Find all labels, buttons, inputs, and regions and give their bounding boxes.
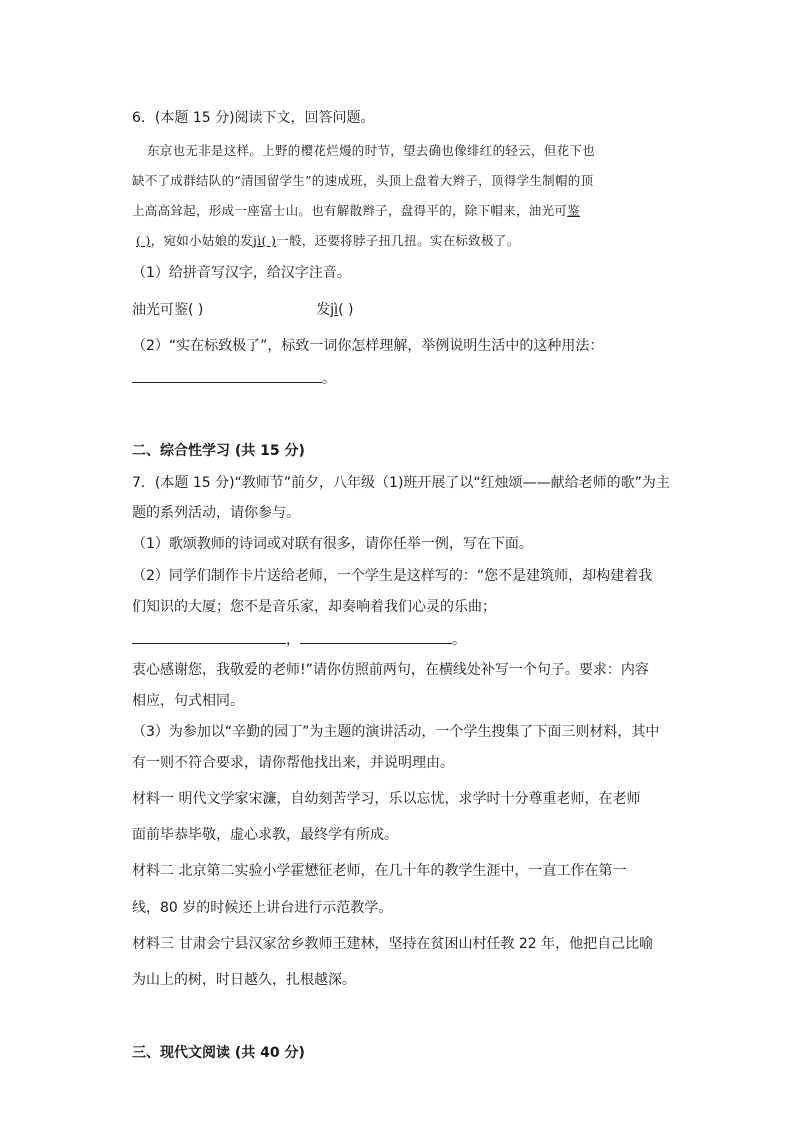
answer-ji-pinyin: jì — [330, 302, 339, 318]
answer-jian[interactable]: 油光可鉴( ) — [132, 302, 204, 318]
material-1-line-2: 面前毕恭毕敬，虚心求教，最终学有所成。 — [132, 827, 398, 843]
passage-line-2: 缺不了成群结队的“清国留学生”的速成班，头顶上盘着大辫子，顶得学生制帽的顶 — [132, 173, 594, 188]
q7-line-1: 7．(本题 15 分)“教师节”前夕，八年级（1)班开展了以“红烛颂——献给老师的歌”为主 — [132, 475, 670, 491]
q6-sub2-answer — [132, 368, 336, 389]
passage-line-3-text: 上高高耸起，形成一座富士山。也有解散辫子，盘得平的，除下帽来，油光可 — [132, 203, 568, 218]
blank-2[interactable] — [300, 629, 452, 644]
q7-sub2-blanks — [132, 629, 466, 650]
passage-line-3 — [132, 201, 580, 221]
answer-line[interactable] — [132, 368, 322, 383]
passage-line-1: 东京也无非是这样。上野的樱花烂熳的时节，望去确也像绯红的轻云，但花下也 — [147, 143, 596, 158]
material-2-line-1: 材料二 北京第二实验小学霍懋征老师，在几十年的教学生涯中，一直工作在第一 — [132, 863, 627, 879]
q7-sub3-line-2: 有一则不符合要求，请你帮他找出来，并说明理由。 — [132, 755, 454, 771]
q7-sub2-line-2: 们知识的大厦；您不是音乐家，却奏响着我们心灵的乐曲； — [132, 599, 496, 615]
jian-char: 鉴 — [567, 203, 581, 218]
q6-sub1: （1）给拼音写汉字，给汉字注音。 — [132, 265, 351, 281]
material-3-line-2: 为山上的树，时日越久，扎根越深。 — [132, 972, 356, 988]
q7-sub1: （1）歌颂教师的诗词或对联有很多，请你任举一例，写在下面。 — [132, 536, 533, 552]
q6-sub2: （2）“实在标致极了”，标致一词你怎样理解，举例说明生活中的这种用法： — [132, 338, 604, 354]
section-3-title: 三、现代文阅读 (共 40 分) — [132, 1045, 305, 1061]
passage-line-4-end: 一般，还要将脖子扭几扭。实在标致极了。 — [276, 233, 520, 248]
material-1-line-1: 材料一 明代文学家宋濂，自幼刻苦学习，乐以忘忧，求学时十分尊重老师，在老师 — [132, 791, 641, 807]
ji-pinyin: jì — [253, 233, 262, 248]
q7-sub3-line-1: （3）为参加以“辛勤的园丁”为主题的演讲活动，一个学生搜集了下面三则材料，其中 — [132, 724, 660, 740]
passage-line-4 — [136, 231, 519, 251]
section-2-title: 二、综合性学习 (共 15 分) — [132, 443, 305, 459]
q6-header: 6．(本题 15 分)阅读下文，回答问题。 — [132, 110, 375, 126]
material-3-line-1: 材料三 甘肃会宁县汉家岔乡教师王建林，坚持在贫困山村任教 22 年，他把自己比喻 — [132, 936, 654, 952]
material-2-line-2: 线，80 岁的时候还上讲台进行示范教学。 — [132, 900, 393, 916]
period: 。 — [452, 632, 466, 648]
answer-ji-blank[interactable]: ( ) — [338, 302, 354, 318]
jian-blank[interactable]: ( ) — [136, 233, 151, 248]
passage-line-4-text: ，宛如小姑娘的发 — [150, 233, 254, 248]
q7-sub2-line-1: （2）同学们制作卡片送给老师，一个学生是这样写的：“您不是建筑师，却构建着我 — [132, 568, 653, 584]
q6-answer-row — [132, 300, 353, 320]
ji-blank[interactable]: ( ) — [261, 233, 277, 248]
period: 。 — [322, 371, 336, 387]
q7-line-2: 题的系列活动，请你参与。 — [132, 505, 300, 521]
comma: ， — [286, 632, 300, 648]
q7-sub2-line-5: 相应，句式相同。 — [132, 693, 244, 709]
answer-ji-label: 发 — [316, 302, 331, 318]
blank-1[interactable] — [132, 629, 286, 644]
q7-sub2-line-4: 衷心感谢您，我敬爱的老师!”请你仿照前两句，在横线处补写一个句子。要求：内容 — [132, 662, 649, 678]
